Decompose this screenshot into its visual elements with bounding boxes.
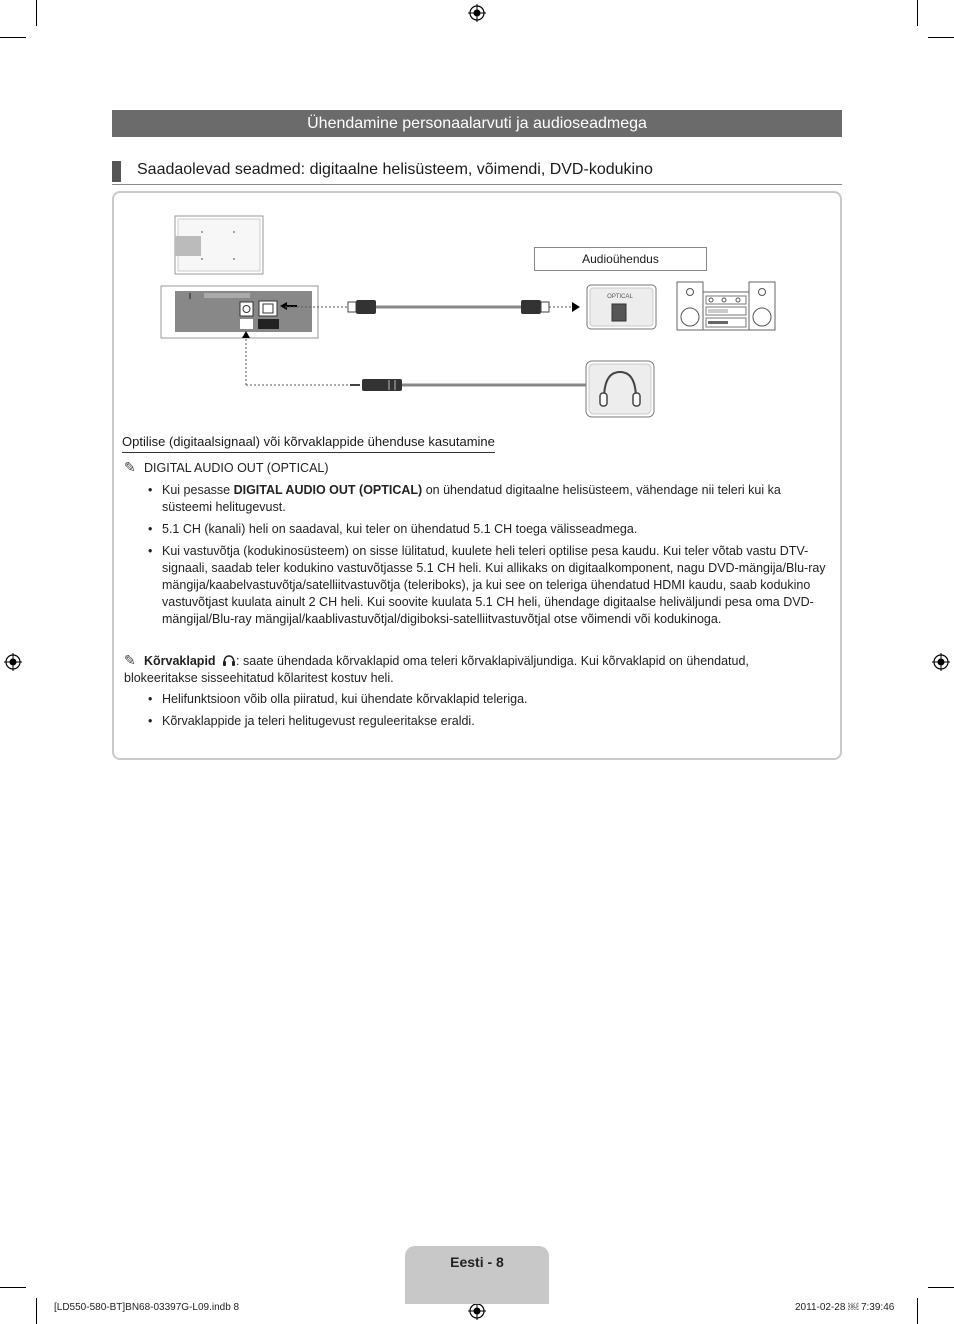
bullet-text: on ühendatud digitaalne helisüsteem, vähendage nii teleri kui ka süsteemi helitugevust. <box>162 483 781 514</box>
audio-connection-label: Audioühendus <box>534 247 707 271</box>
headphones-icon <box>222 654 236 666</box>
registration-mark-icon <box>468 4 486 22</box>
list-item <box>150 482 830 516</box>
optical-port-label: OPTICAL <box>607 294 633 300</box>
tv-back-illustration <box>175 216 263 274</box>
crop-mark <box>0 37 26 38</box>
bullet-bold-text: DIGITAL AUDIO OUT (OPTICAL) <box>233 483 423 497</box>
timestamp-slug: 2011-02-28 ￼ 7:39:46 <box>795 1302 895 1313</box>
note2-bullets <box>150 691 830 735</box>
headphone-cable <box>246 339 586 391</box>
optical-input-device <box>587 285 656 329</box>
crop-mark <box>36 0 37 26</box>
section-title: Optilise (digitaalsignaal) või kõrvaklappide ühenduse kasutamine <box>122 434 495 453</box>
subheading-bar <box>112 161 121 182</box>
list-item: • Kui vastuvõtja (kodukinosüsteem) on sisse lülitatud, kuulete heli teleri optilise pesa kaudu. Kui teler võtab vastu DTV-signaali, saadab teler kodukino vastuvõtjasse 5.1 CH heli. Kui allikaks on digitaalkomponent, nagu DVD-mängija/Blu-ray mängija/kaabelvastuvõtja/satelliitvastuvõtja (teleriboks), ja kui see on teleriga ühendatud HDMI kaudu, saab kodukino vastuvõtjast kuulata ainult 2 CH heli. Kui soovite kuulata 5.1 CH heli, ühendage digitaalse heliväljundi pesa oma DVD-mängijal/Blu-ray mängijal/kaablivastuvõtjal/digiboksi-satelliitvastuvõtjal otse võimendi või kodukinoga. <box>150 543 830 628</box>
section-banner: Ühendamine personaalarvuti ja audioseadmega <box>112 110 842 137</box>
registration-mark-icon <box>4 653 22 671</box>
crop-mark <box>0 1287 26 1288</box>
note-pencil-icon: ✎ <box>124 459 136 475</box>
note-title: DIGITAL AUDIO OUT (OPTICAL) <box>144 461 329 475</box>
note1-bullets <box>150 482 830 633</box>
subheading-text: Saadaolevad seadmed: digitaalne helisüsteem, võimendi, DVD-kodukino <box>137 161 653 178</box>
crop-mark <box>917 1298 918 1324</box>
note-pencil-icon: ✎ <box>124 652 136 668</box>
file-slug: [LD550-580-BT]BN68-03397G-L09.indb 8 <box>54 1302 240 1313</box>
page-number: Eesti - 8 <box>450 1254 504 1270</box>
optical-cable <box>285 300 580 314</box>
headphones-device <box>586 361 654 417</box>
registration-mark-icon <box>468 1302 486 1320</box>
subheading <box>112 160 842 185</box>
registration-mark-icon <box>932 653 950 671</box>
connection-diagram <box>112 191 842 431</box>
bullet-text: Kui pesasse <box>162 483 234 497</box>
crop-mark <box>928 37 954 38</box>
crop-mark <box>36 1298 37 1324</box>
note-text: : saate ühendada kõrvaklapid oma teleri kõrvaklapiväljundiga. Kui kõrvaklapid on ühendatud, blokeeritakse sisseehitatud kõlaritest kostuv heli. <box>124 654 749 685</box>
crop-mark <box>917 0 918 26</box>
audio-system-illustration <box>677 282 775 330</box>
crop-mark <box>928 1287 954 1288</box>
tv-port-panel <box>161 286 318 338</box>
page-number-tab <box>405 1246 549 1304</box>
note-digital-audio <box>124 459 824 477</box>
list-item: • 5.1 CH (kanali) heli on saadaval, kui teler on ühendatud 5.1 CH toega välisseadmega. <box>150 521 830 538</box>
note-headphones <box>124 652 824 687</box>
list-item: • Helifunktsioon võib olla piiratud, kui ühendate kõrvaklapid teleriga. <box>150 691 830 708</box>
note-title: Kõrvaklapid <box>144 654 216 668</box>
list-item: • Kõrvaklappide ja teleri helitugevust reguleeritakse eraldi. <box>150 713 830 730</box>
